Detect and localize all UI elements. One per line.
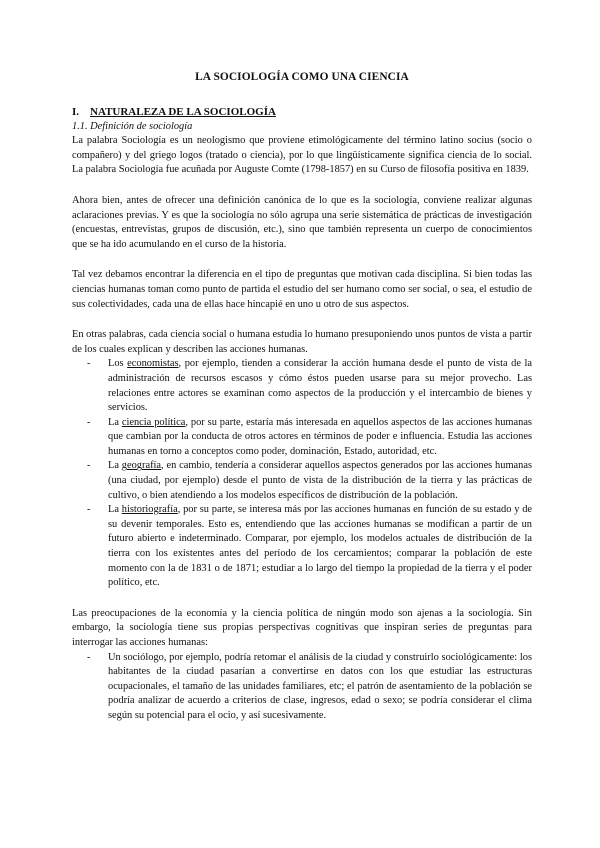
list-item-political-science: - La ciencia política, por su parte, estaría más interesada en aquellos aspectos de las acciones humanas que cambian por la conducta de otros actores en términos de poder e influencia. Estudia las acciones humanas en torno a conceptos como poder, dominación, Estado, autoridad, etc. [87,416,532,457]
disciplines-list [72,357,532,591]
list-dash: - [87,504,91,516]
list-dash: - [87,651,91,663]
list-item-historiography: - La historiografía, por su parte, se interesa más por las acciones humanas en función de su estado y de su devenir temporales. Esto es, entendiendo que las acciones humanas se modifican a partir de un futuro abierto e indeterminado. Comparar, por ejemplo, los modelos actuales de distribución de la tierra con los existentes antes del período de los cercamientos; comparar la población de este momento con la de 1831 o de 1871; estudiar a lo largo del tiempo la propiedad de la tierra y el poder político, etc. [87,504,532,589]
paragraph-sociology-perspectives: Las preocupaciones de la economía y la ciencia política de ningún modo son ajenas a la sociología. Sin embargo, la sociología tiene sus propias perspectivas cognitivas que inspiran series de preguntas para interrogar las acciones humanas: [72,607,532,648]
list-dash: - [87,460,91,472]
sociology-example-list [72,651,532,724]
section-heading [72,105,532,120]
subsection-heading: 1.1. Definición de sociología [72,120,193,132]
term-historiografia: historiografía [121,504,178,516]
list-dash: - [87,358,91,370]
paragraph-viewpoints: En otras palabras, cada ciencia social o humana estudia lo humano presuponiendo unos puntos de vista a partir de los cuales explican y describen las acciones humanas. [72,329,532,355]
term-economistas: economistas [127,358,179,370]
document-body [72,70,532,740]
list-item-geography: - La geografía, en cambio, tendería a considerar aquellos aspectos generados por las acciones humanas (una ciudad, por ejemplo) desde el punto de vista de la distribución de la tierra y las prácticas de cultivo, o bien atendiendo a los modelos específicos de distribución de la población. [87,460,532,501]
paragraph-definition: La palabra Sociología es un neologismo que proviene etimológicamente del término latino socius (socio o compañero) y del griego logos (tratado o ciencia), por lo que lingüísticamente significa ciencia de lo social. La palabra Sociología fue acuñada por Auguste Comte (1798-1857) en su Curso de filosofía positiva en 1839. [72,135,532,176]
document-title: LA SOCIOLOGÍA COMO UNA CIENCIA [195,71,409,83]
term-geografia: geografía [121,460,162,472]
section-number: I. [72,105,80,118]
section-label: NATURALEZA DE LA SOCIOLOGÍA [90,105,276,118]
paragraph-clarifications: Ahora bien, antes de ofrecer una definición canónica de lo que es la sociología, conviene realizar algunas aclaraciones previas. Y es que la sociología no sólo agrupa una serie sistemática de prácticas de investigación (encuestas, entrevistas, grupos de discusión, etc.), sino que también representa un cuerpo de conocimientos que se ha ido acumulando en el curso de la historia. [72,194,532,250]
paragraph-difference: Tal vez debamos encontrar la diferencia en el tipo de preguntas que motivan cada disciplina. Si bien todas las ciencias humanas toman como punto de partida el estudio del ser humano como ser social, o sea, el estudio de sus colectividades, cada una de ellas hace hincapié en uno u otro de sus aspectos. [72,269,532,310]
list-item-sociologist: - Un sociólogo, por ejemplo, podría retomar el análisis de la ciudad y construirlo sociológicamente: los habitantes de la ciudad pasarían a convertirse en datos con los que estudiar las estructuras ocupacionales, el tamaño de las unidades familiares, etc; el patrón de asentamiento de la población se podría analizar de acuerdo a criterios de clase, ingresos, edad o sexo; se podría considerar el clima según su potencial para el ocio, y así sucesivamente. [87,651,532,721]
term-ciencia-politica: ciencia política [121,416,186,428]
list-dash: - [87,416,91,428]
list-item-economics: - Los economistas, por ejemplo, tienden a considerar la acción humana desde el punto de vista de la administración de recursos escasos y cómo éstos pueden usarse para su mejor provecho. Las relaciones entre actores se examinan como aspectos de la producción y el intercambio de bienes y servicios. [87,358,533,414]
